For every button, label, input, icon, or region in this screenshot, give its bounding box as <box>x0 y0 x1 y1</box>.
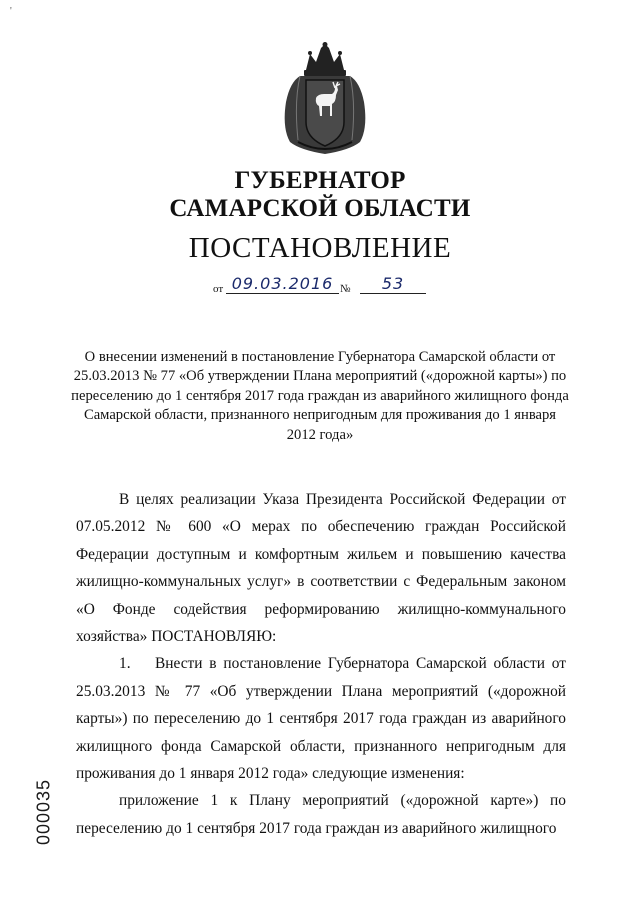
page-number-stamp: 000035 <box>33 778 54 846</box>
governor-title: ГУБЕРНАТОР <box>234 167 406 194</box>
number-label: № <box>340 283 351 295</box>
number-value: 53 <box>360 274 426 294</box>
document-subject: О внесении изменений в постановление Губернатора Самарской области от 25.03.2013 № 77 «Об утверждении Плана мероприятий («дорожной карты») по переселению до 1 сентября 2017 года граждан из аварийного жилищного фонда Самарской области, признанного непригодным для проживания до 1 января 2012 года» <box>71 349 569 443</box>
document-body <box>76 486 566 842</box>
item-1-number: 1. <box>119 655 131 673</box>
date-label: от <box>213 283 224 295</box>
item-1-sub-paragraph: приложение 1 к Плану мероприятий («дорожной карте») по переселению до 1 сентября 2017 года граждан из аварийного жилищного <box>76 792 566 837</box>
coat-of-arms-icon <box>280 42 370 156</box>
intro-paragraph: В целях реализации Указа Президента Российской Федерации от 07.05.2012 № 600 «О мерах по обеспечению граждан Российской Федерации доступным и комфортным жильем и повышению качества жилищно-коммунальных услуг» в соответствии с Федеральным законом «О Фонде содействия реформированию жилищно-коммунального хозяйства» ПОСТАНОВЛЯЮ: <box>76 491 566 646</box>
item-1-paragraph <box>76 650 566 787</box>
date-value: 09.03.2016 <box>226 274 339 294</box>
corner-mark: ' <box>10 6 12 17</box>
item-1-text: Внести в постановление Губернатора Самарской области от 25.03.2013 № 77 «Об утверждении Плана мероприятий («дорожной карты») по переселению до 1 сентября 2017 года граждан из аварийного жилищного фонда Самарской области, признанного непригодным для проживания до 1 января 2012 года» следующие изменения: <box>76 655 566 783</box>
region-title: САМАРСКОЙ ОБЛАСТИ <box>169 195 471 222</box>
document-type-heading: ПОСТАНОВЛЕНИЕ <box>188 232 452 264</box>
